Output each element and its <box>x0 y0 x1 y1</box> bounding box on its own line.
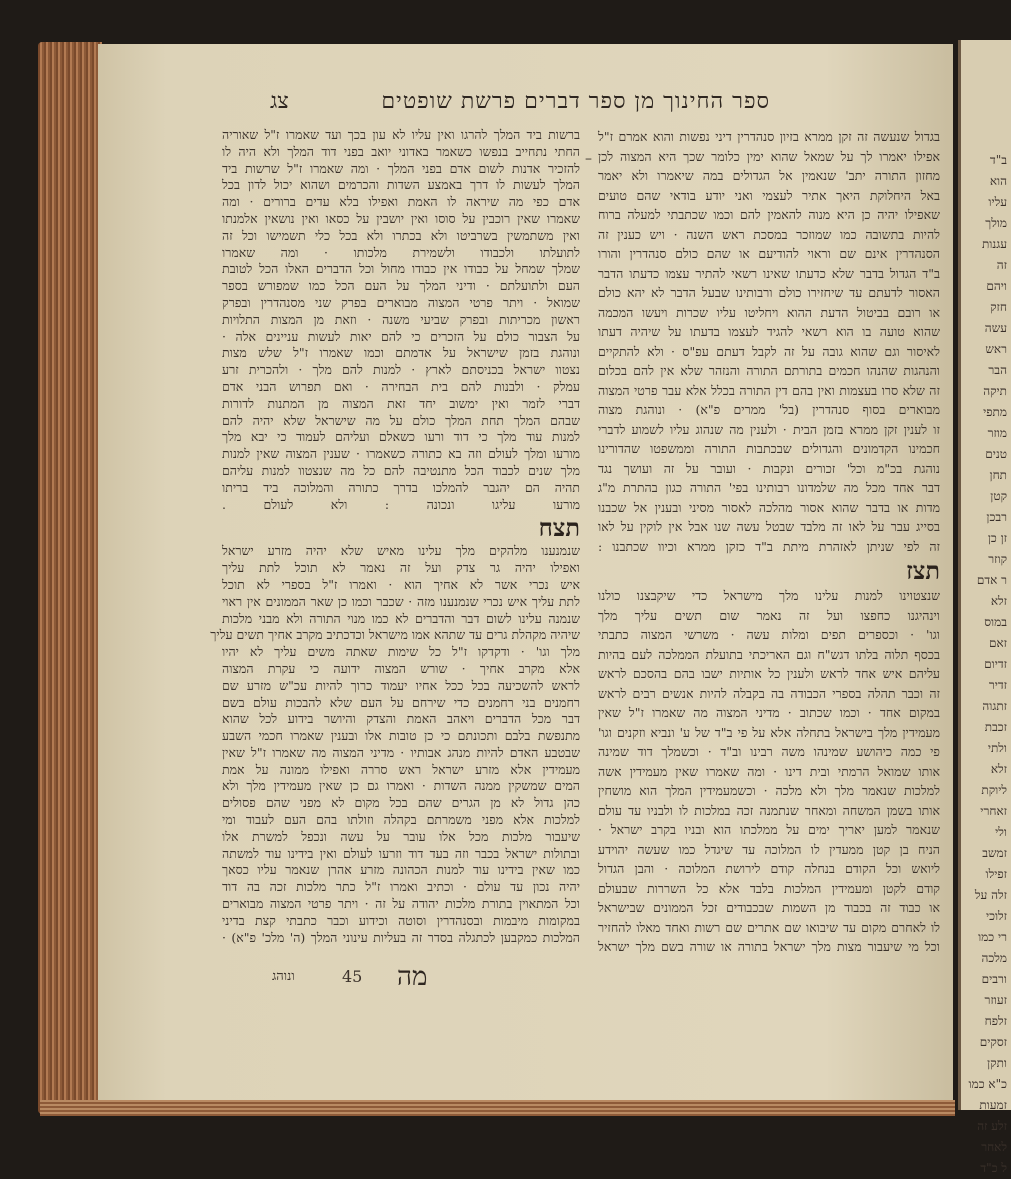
right-column <box>598 127 940 957</box>
text-line: נצטוו ישראל בכניסתם לארץ · למנות להם מלך · ולהכרית זרע <box>222 362 580 378</box>
text-line: שיהיה מקהלת גרים עד שתהא אמו מישראל וכדכתיב מקרב אחיך תשים עליך <box>210 627 580 643</box>
text-line: זלוכי <box>985 909 1007 923</box>
text-line: שמלך שמחל על כבודו אין כבודו מחול וכל הדברים האלו הכל לטובת <box>222 261 580 277</box>
text-line: אפילו יאמרו לך על שמאל שהוא ימין כלומר שכך היא המצוה לכן <box>598 148 940 164</box>
text-line: למנות עוד מלך כי דוד ורעו כשאלם ועליהם לעמוד כי יבא מלך <box>222 429 580 445</box>
text-line: זו לענין זקן ממרא בזמן הבית · ולענין מה שנהוג עליו לשמוע לדברי <box>598 421 940 437</box>
page-edges <box>38 42 102 1114</box>
text-line: תיקה <box>983 384 1007 398</box>
text-line: יהיה נכון עד עולם · וכתיב ואמרו ז"ל כתר מלכות זכה בה דוד <box>222 879 580 895</box>
text-line: שנמנענו מלהקים מלך עלינו מאיש שלא יהיה מזרע ישראל <box>222 543 580 559</box>
text-line: מוזר <box>987 426 1007 440</box>
left-column <box>210 127 580 946</box>
text-line: ליוקת <box>981 783 1007 797</box>
text-line: האסור לדעתם עד שיחזירו כולם ורבותינו שבעל הדבר לא יהא כולם <box>598 285 940 300</box>
folio-number: 45 <box>342 967 363 986</box>
text-line: קטן <box>990 489 1007 503</box>
text-line: חזק <box>990 300 1007 314</box>
text-line: שהוא טועה בו הוא רשאי להגיד לעצמו בדעתו על שיהיה דעתו <box>598 324 940 339</box>
text-line: בגדול שנעשה זה זקן ממרא בזיון סנהדרין דיני נפשות והוא אמרם ז"ל <box>598 129 940 144</box>
text-line: מלך וגו' · ודקדקו ז"ל כל שימות שאתה משים עליך לא יהיו <box>222 644 580 660</box>
text-line: זדיר <box>988 678 1007 692</box>
text-line: ותקן <box>987 1056 1007 1070</box>
text-line: הסנהדרין אינם שם וראוי להודיעם או שהם כולם סנהדרין והורו <box>598 246 940 261</box>
text-line: ב"ד הגדול בדבר שלא כדעתו שאינו רשאי להתיר עצמו כדעתו הדבר <box>598 265 940 281</box>
text-line: עגנות <box>981 237 1007 251</box>
text-line: ובתולות ישראל בכבר וזה בעד דוד וזרעו לעולם ואין בידינו עוד למשתה <box>222 845 580 861</box>
text-line: וינהיגנו כחפצו ועל זה נאמר שום תשים עליך מלך <box>598 607 940 623</box>
catchword: ונוהג <box>272 969 295 984</box>
text-line: וכל המתאוין בתורת מלכות יהודה על זה · ויתר פרטי המצוה מבוארים <box>222 896 580 912</box>
text-line: תהיה הם יהגבר להמלכו בדרך כתורה והמלוכה ביד בריתו <box>222 479 580 495</box>
text-line: ר אדם <box>976 573 1007 587</box>
text-line: או רובם בביטול הדעת ההוא ויחליטו עליו שכרות ויעשו המכמה <box>598 304 940 320</box>
margin-mark: – <box>585 151 592 167</box>
text-line: מורעו ומלך לעולם וזה בא כתורה כשאמרו · שענין המצוה שאין למנות <box>222 446 580 462</box>
text-line: שיעבור מלכות מכל אלו עובר על עשה ונכפל למשרת אלו <box>222 828 580 844</box>
text-line: מבוארים בסוף סנהדרין (בל' ממרים פ"א) · ונוהגת מצוה <box>598 402 940 417</box>
text-line: במקומות מיבמות ובסנהדרין וסוטה וכידוע וכבר כתבתי קצת בדיני <box>222 912 580 928</box>
text-line: זאחרי <box>980 804 1007 818</box>
text-line: הוא <box>989 174 1007 188</box>
running-header <box>270 88 770 118</box>
text-line: לו לאחרם מקום עד שיבואו שם אתרים שם רשות ואחד מאלו להחזיר <box>598 919 940 935</box>
text-line: לאיסור וגם שהוא גובה על זה לקבל דעתם עפ"ס · ולא להתקיים <box>598 343 940 359</box>
text-line: טנים <box>985 447 1007 461</box>
text-line: או כבוד זה בכבוד מן השמות שבכבודים זכל הממונים שבישראל <box>598 900 940 915</box>
text-line: שבהם המלך תחת המלך כולם על מה שישראל שלא יהיה להם <box>222 412 580 428</box>
text-line: לתועלתו ולכבודו ולשמירת מלכותו · ומה שאמרו <box>222 244 580 260</box>
text-line: ב"ד <box>989 153 1007 167</box>
text-line: מעמידין מלך בישראל בתחלה אלא על פי ב"ד של ע' ונביא וזקנים וגו' <box>598 724 940 740</box>
text-line: דברי לזמר ואין ימשוב יחד זאת המצוה מן המתנות לדורות <box>222 395 580 411</box>
text-line: ואין משתמשין בשרביטו ולא בכתרו ולא בכל כלי תשמישו וכל זה <box>222 227 580 243</box>
text-line: שנמנה עלינו לשום דבר והדברים לא כמו מנוי התורה ולא מבני מלכות <box>222 610 580 626</box>
text-line: שמואל · ויתר פרטי המצוה מבוארים בפרק שני מסנהדרין ובפרק <box>222 294 580 310</box>
text-line: מולך <box>985 216 1007 230</box>
text-line: מדות או בדבר שהוא אסור מהלכה לאסור מסיני ובענין אל שכבנו <box>598 499 940 515</box>
text-line: באל היחלוקת היאך אתיר לעצמי ואני יודע בודאי שהם טועים <box>598 187 940 203</box>
text-line: בכסף תלוה בלתו דגש"ח וגם האריכתי בתועלת הממלכה לעם בהיות <box>598 646 940 662</box>
text-line: אלא מקרב אחיך · שורש המצוה ידועה כי עקרת המצוה <box>222 660 580 676</box>
text-line: הבר <box>988 363 1007 377</box>
text-line: ראש <box>985 342 1007 356</box>
text-line: מלכה <box>981 951 1007 965</box>
text-line: המים שמשקין ממנה השדות · ואמרו גם כן שאין מעמידין מלך ולא <box>222 778 580 794</box>
text-line: העם ולתועלתם · ודיני המלך על העם הכל כמו שמפורש בספר <box>222 278 580 294</box>
text-line: ל כ"ד <box>980 1161 1007 1175</box>
text-line: מתפי <box>983 405 1007 419</box>
text-line: המלכות כמקבען לכתגלה בסדר זה בעליות עינוני המלך (ה' מלכ' פ"א) · <box>222 929 580 945</box>
text-line: מתנפשת בלבם ותכונתם כי כן טובות אלו ובענין שאמרו חכמי השבע <box>222 728 580 744</box>
text-line: ונוהגת בזמן שישראל על אדמתם וכמו שאמרו ז"ל שלש מצות <box>222 345 580 361</box>
text-line: ולי <box>995 825 1007 839</box>
text-line: ואפילו יהיה גר צדק ועל זה נאמר לא תוכל לתת עליך <box>222 560 580 576</box>
text-line: עמלק · ולבנות להם בית הבחירה · ואם תפרוש הבני אדם <box>222 378 580 394</box>
text-line: מלך שנים לכבוד הכל מתנטיבה להם כל מה שנצטוו למנות עליהם <box>222 462 580 478</box>
signature-mark: מה <box>397 962 428 992</box>
text-line: מחזון התורה יתב' שנאמין אל הגדולים במה שיאמרו ולא יאמר <box>598 168 940 183</box>
text-line: במקום אחד · וכמו שכתוב · מדיני המצוה מה שאמרו ז"ל שאין <box>598 705 940 720</box>
text-line: מורעו עליגו ונכונה : ולא לעולם . <box>222 496 580 512</box>
text-line: ויהם <box>986 279 1007 293</box>
text-line: איש נכרי אשר לא אחיך הוא · ואמרו ז"ל בספרי לא תוכל <box>222 576 580 592</box>
text-line: וכל מי שיעבור מצות מלך ישראל בתורה או שורה בשם מלך ישראל <box>598 939 940 954</box>
text-line: הניח בן קטן ממעדין לו המלוכה עד שיגדל כמו שעשה יהוידע <box>598 841 940 857</box>
text-line: כהן גדול לא מן הגרים שהם בכל מקום לא מפני שהם פסולים <box>222 795 580 811</box>
text-line: זלה על <box>974 888 1007 902</box>
text-line: זה וכבר תהלה בספרי הכבודה בה בקבלה להיות אנשים רבים לראש <box>598 685 940 701</box>
text-line: לאחר <box>981 1140 1007 1154</box>
text-line: ורבים <box>981 972 1007 986</box>
text-line: עליו <box>988 195 1007 209</box>
text-line: דבר אחד מכל מה שלמדונו רבותינו בפי' התורה כגון בהתרת מ"ג <box>598 480 940 495</box>
text-line: לראש להשכיעה בכל ככל אחיו יעמוד כרוך להיות עכ"ש מזרע שם <box>222 677 580 693</box>
text-line: תחן <box>989 468 1007 482</box>
text-line: שבטבע האדם להיות מנהג אבותיו · מדיני המצוה מה שאמרו ז"ל שאין <box>222 744 580 760</box>
text-line: זדיום <box>984 657 1007 671</box>
text-line: ברשות ביד המלך להרגו ואין עליו לא עון בכך ועד שאמרו ז"ל שאוריה <box>222 127 580 142</box>
text-line: להזכיר אדנות לשום אדם בפני המלך · ומה שאמרו ז"ל שרשות ביד <box>222 160 580 176</box>
text-line: שנצטוינו למנות עלינו מלך מישראל כדי שיקבצנו כולנו <box>598 588 940 603</box>
text-line: אותו שמואל הרמתי ובית דינו · ומה שאמרו שאין מעמידין אשה <box>598 763 940 779</box>
section-number-right: תצז <box>906 556 940 585</box>
text-line: דבר מכל הדברים ויאהב האמת והצדק והיושר בידוע לכל שהוא <box>222 711 580 727</box>
text-line: רחמנים בני רחמנים כדי שירחם על העם שלא להבכות עולם בשם <box>222 694 580 710</box>
text-line: במוס <box>984 615 1007 629</box>
text-line: עליהם איש אחד לראש ולענין כל אותיות ישבו בהם בהסכם לראש <box>598 666 940 681</box>
text-line: המלך לעשות לו דרך באמצע השדות והכרמים ושהוא יכול לדון בכל <box>222 177 580 193</box>
text-line: למלכות שנאמר מלך ולא מלכה · וכשמעמידין המלך הוא מושחין <box>598 783 940 798</box>
text-line: זן כן <box>987 531 1007 545</box>
next-page-fragment <box>958 40 1011 1175</box>
text-line: שאמרו שאין רוכבין על סוסו ואין יושבין על כסאו ואין נושאין אלמנתו <box>222 210 580 226</box>
text-line: רבכן <box>986 510 1007 524</box>
section-number-left: תצח <box>538 513 580 543</box>
text-line: זלפח <box>984 1014 1007 1028</box>
text-line: כמו שאין בידינו עוד למנות הכהונה מזרע אהרן שנאמר עליו כסאך <box>222 862 580 878</box>
text-line: כ"א כמו <box>968 1077 1007 1091</box>
text-line: זאם <box>988 636 1007 650</box>
text-line: זה לפי שניתן לאזהרת מיתת ב"ד כזקן ממרא וכיוו שכתבנו : <box>598 538 940 554</box>
text-line: רי כמו <box>978 930 1007 944</box>
text-line: פי כמה כיהושע שמינהו משה רבינו וב"ד · וכשמלך דוד שמינה <box>598 744 940 759</box>
text-line: שנאמר למען יאריך ימים על ממלכתו הוא ובניו בקרב ישראל · <box>598 822 940 837</box>
text-line: שאפילו יהיה כן היא מנוה להאמין להם וכמו שכתבתי למעלה ברוח <box>598 207 940 222</box>
text-line: החתי נתחייב בנפשו כשאמר באדוני יואב בפני דוד המלך ולא היה לו <box>222 143 580 159</box>
text-line: זתגוה <box>982 699 1007 713</box>
text-line: ולתי <box>987 741 1007 755</box>
text-line: זסקים <box>979 1035 1007 1049</box>
text-line: נוהגת בכ"מ וכל' זכורים ונקבות · ועובר על זה ועושך נגד <box>598 460 940 476</box>
text-line: עשה <box>984 321 1007 335</box>
header-title: ספר החינוך מן ספר דברים פרשת שופטים <box>381 89 770 114</box>
text-line: זמעות <box>979 1098 1007 1112</box>
text-line: למלכות אלא מפני משמרתם בקהלה וזולתו בהם העם לעבוד ומי <box>222 812 580 828</box>
text-line: אדם כפי מה שיראה לו האמת ואפילו בלא עדים ברורים · ומה <box>222 194 580 210</box>
text-line: זה <box>996 258 1007 272</box>
text-line: קודם לקטן ומעמידין המלכות בלבד אלא כל השררות שבעולם <box>598 880 940 896</box>
text-line: אותו בשמן המשחה ומאחר שנתמנה זכה במלכות לו ולבניו עד עולם <box>598 802 940 818</box>
text-line: להיות בתשובה כמו שמוזכר במסכת ראש השנה · ויש כענין זה <box>598 226 940 242</box>
text-line: ראשון מכריתות ובפרק שביעי משנה · וזאת מן המצות התלויות <box>222 311 580 327</box>
text-line: ליואש וכל הקודם בנחלה קודם לירושת המלוכה · והבן הגדול <box>598 861 940 876</box>
page-bottom-edges <box>40 1100 955 1116</box>
text-line: לתת עליך איש נכרי שנמנענו מזה · שכבר וכמו כן שאר הממונים אין ראוי <box>222 593 580 609</box>
text-line: זפילו <box>985 867 1007 881</box>
text-line: חכמינו הקדמונים והגדולים שבכתבות התורה וממשפטו שהדורינו <box>598 441 940 456</box>
text-line: זלע זה <box>977 1119 1007 1133</box>
text-line: זעוזר <box>984 993 1007 1007</box>
text-line: זכבת <box>984 720 1007 734</box>
text-line: על הצבור כולם על הזכרים כי להם יאות לעשות עניינים אלה · <box>222 328 580 344</box>
text-line: זה שלא סרו בעצמות ואין בהם דין התורה בכלל אלא עבר פרטי המצוה <box>598 382 940 398</box>
page-number: צג <box>270 89 289 114</box>
text-line: קוזר <box>988 552 1007 566</box>
text-line: זמשב <box>982 846 1007 860</box>
text-line: וגו' · וכספרים תפים ומלות עשה · משרשי המצוה כתבתי <box>598 627 940 642</box>
text-line: והנהגות שהנהו חכמים בתורתם התורה והנזהר שלא אין להם בכלום <box>598 363 940 378</box>
text-line: זלא <box>990 762 1007 776</box>
text-line: בסייג עבר על לאו זה מלבד שבטל עשה שנו אבל אין לוקין על לאו <box>598 519 940 534</box>
text-line: מעמידין אלא מזרע ישראל ראש סררה ואפילו ממונה על אמת <box>222 761 580 777</box>
text-line: זלא <box>990 594 1007 608</box>
